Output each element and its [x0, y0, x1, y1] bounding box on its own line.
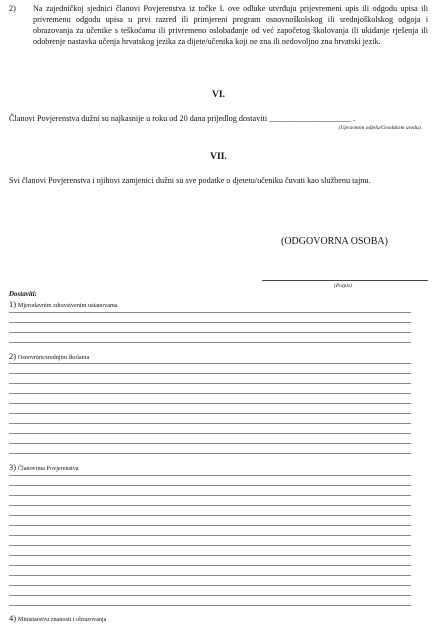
blank-line — [9, 495, 411, 496]
blank-line — [9, 393, 411, 394]
distribution-group-3-label — [9, 463, 79, 472]
section-vi-end: . — [353, 114, 356, 123]
blank-line — [9, 515, 411, 516]
blank-line — [9, 475, 411, 476]
blank-line — [9, 322, 411, 323]
section-vi-text: Članovi Povjerenstva dužni su najkasnije u roku od 20 dana prijedlog dostaviti — [9, 114, 268, 123]
responsible-person-title: (ODGOVORNA OSOBA) — [281, 236, 388, 247]
section-vi-paragraph — [9, 114, 428, 125]
section-vi-blank: ____________________ — [269, 114, 352, 123]
blank-line — [9, 363, 411, 364]
blank-line — [9, 423, 411, 424]
blank-line — [9, 525, 411, 526]
distribution-label: Dostaviti: — [9, 290, 37, 298]
blank-line — [9, 453, 411, 454]
group-title: Osnovnim/srednjim školama — [17, 354, 90, 361]
section-vii-paragraph: Svi članovi Povjerenstva i njihovi zamjenici dužni su sve podatke o djetetu/učeniku čuvati kao službenu tajnu. — [9, 176, 371, 185]
item-2-paragraph: Na zajedničkoj sjednici članovi Povjerenstva iz točke I. ove odluke utvrđuju prijevremeni upis ili odgodu upisa ili privremenu odgodu upisa u prvi razred ili primjereni program osnovnoškolskog ili srednjoškolskog odgoja i obrazovanja za učenike s teškoćama ili privremeno oslobađanje od već započetog školovanja ili ukidanje rješenja ili odobrenje nastavka učenja hrvatskog jezika za dijete/učenika koji ne zna ili nedovoljno zna hrvatski jezik. — [33, 4, 428, 46]
blank-line — [9, 443, 411, 444]
group-title: Mjerodavnim zdravstvenim ustanovama — [17, 302, 118, 309]
signature-line — [262, 280, 428, 281]
section-vi-note: (Upravnom odjelu/Gradskom uredu). — [338, 125, 422, 131]
blank-line — [9, 555, 411, 556]
group-title: Članovima Povjerenstva — [17, 465, 79, 472]
group-number: 4) — [9, 614, 16, 623]
group-number: 3) — [9, 463, 16, 472]
signature-caption: (Potpis) — [334, 283, 353, 289]
blank-line — [9, 575, 411, 576]
blank-line — [9, 605, 411, 606]
distribution-group-4-label — [9, 614, 106, 623]
group-number: 1) — [9, 300, 16, 309]
blank-line — [9, 312, 411, 313]
group-title: Ministarstvu znanosti i obrazovanja — [17, 616, 107, 623]
distribution-group-1-label — [9, 300, 118, 309]
blank-line — [9, 332, 411, 333]
distribution-group-2-label — [9, 352, 89, 361]
blank-line — [9, 565, 411, 566]
blank-line — [9, 342, 411, 343]
blank-line — [9, 413, 411, 414]
blank-line — [9, 485, 411, 486]
blank-line — [9, 585, 411, 586]
group-number: 2) — [9, 352, 16, 361]
section-vii-heading: VII. — [210, 152, 227, 162]
blank-line — [9, 383, 411, 384]
blank-line — [9, 595, 411, 596]
blank-line — [9, 545, 411, 546]
blank-line — [9, 535, 411, 536]
blank-line — [9, 373, 411, 374]
section-vi-heading: VI. — [212, 90, 225, 100]
blank-line — [9, 433, 411, 434]
blank-line — [9, 403, 411, 404]
item-number: 2) — [9, 4, 16, 13]
blank-line — [9, 505, 411, 506]
